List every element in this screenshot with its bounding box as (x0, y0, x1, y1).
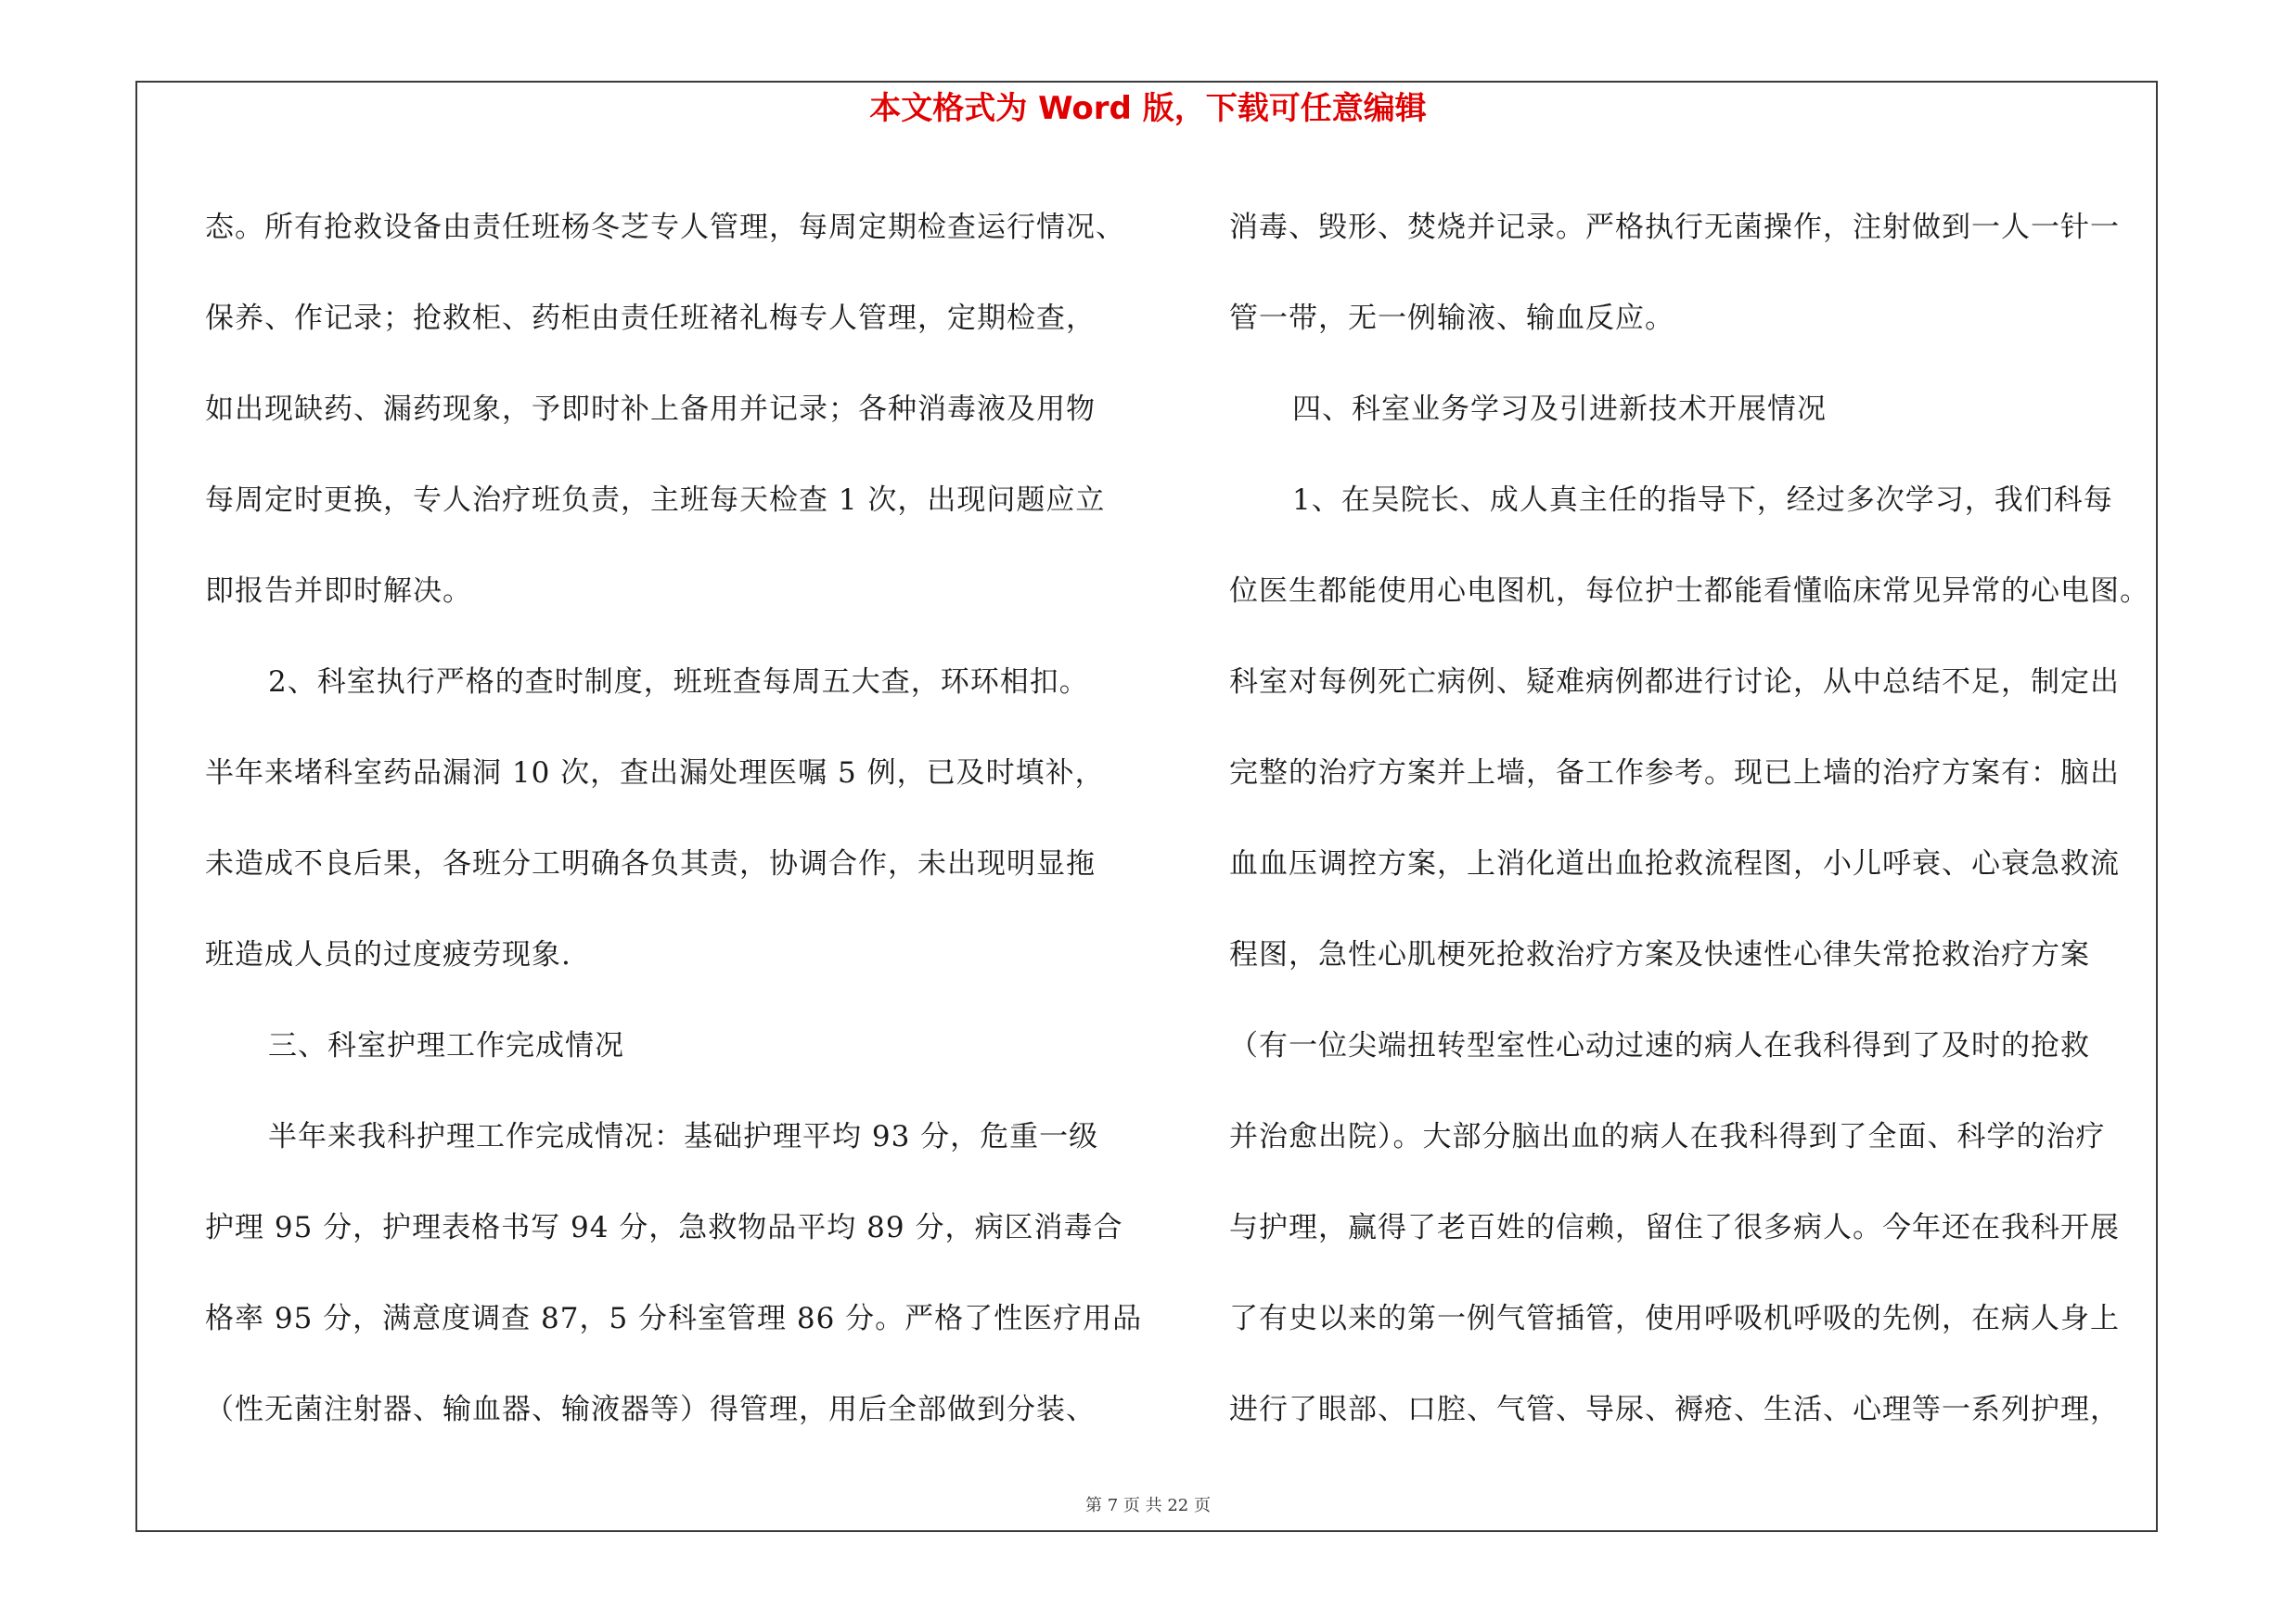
text-line: 态。所有抢救设备由责任班杨冬芝专人管理，每周定期检查运行情况、 (205, 211, 1125, 244)
text-line: 了有史以来的第一例气管插管，使用呼吸机呼吸的先例，在病人身上 (1229, 1302, 2120, 1335)
text-line: 消毒、毁形、焚烧并记录。严格执行无菌操作，注射做到一人一针一 (1229, 211, 2120, 244)
text-line: 护理 95 分，护理表格书写 94 分，急救物品平均 89 分，病区消毒合 (205, 1211, 1123, 1244)
text-line: 半年来堵科室药品漏洞 10 次，查出漏处理医嘱 5 例，已及时填补， (205, 756, 1105, 790)
text-line: 并治愈出院）。大部分脑出血的病人在我科得到了全面、科学的治疗 (1229, 1120, 2106, 1153)
text-line: 即报告并即时解决。 (205, 574, 472, 608)
section-heading: 三、科室护理工作完成情况 (268, 1029, 624, 1063)
page-number-footer: 第 7 页 共 22 页 (1085, 1496, 1211, 1515)
text-line: 2、科室执行严格的查时制度，班班查每周五大查，环环相扣。 (268, 665, 1089, 699)
text-line: 位医生都能使用心电图机，每位护士都能看懂临床常见异常的心电图。 (1229, 574, 2149, 608)
text-line: 完整的治疗方案并上墙，备工作参考。现已上墙的治疗方案有：脑出 (1229, 756, 2120, 790)
section-heading: 四、科室业务学习及引进新技术开展情况 (1292, 393, 1827, 426)
text-line: 1、在吴院长、成人真主任的指导下，经过多次学习，我们科每 (1292, 483, 2113, 517)
right-text-column (1229, 182, 2157, 1455)
text-line: 保养、作记录；抢救柜、药柜由责任班褚礼梅专人管理，定期检查， (205, 302, 1096, 335)
text-line: （有一位尖端扭转型室性心动过速的病人在我科得到了及时的抢救 (1229, 1029, 2090, 1063)
text-line: 半年来我科护理工作完成情况：基础护理平均 93 分，危重一级 (268, 1120, 1099, 1153)
text-line: 如出现缺药、漏药现象，予即时补上备用并记录；各种消毒液及用物 (205, 393, 1096, 426)
text-line: 管一带，无一例输液、输血反应。 (1229, 302, 1674, 335)
text-line: 未造成不良后果，各班分工明确各负其责，协调合作，未出现明显拖 (205, 847, 1096, 881)
text-line: 格率 95 分，满意度调查 87，5 分科室管理 86 分。严格了性医疗用品 (205, 1302, 1143, 1335)
text-line: 与护理，赢得了老百姓的信赖，留住了很多病人。今年还在我科开展 (1229, 1211, 2120, 1244)
text-line: 每周定时更换，专人治疗班负责，主班每天检查 1 次，出现问题应立 (205, 483, 1106, 517)
text-line: 进行了眼部、口腔、气管、导尿、褥疮、生活、心理等一系列护理， (1229, 1393, 2120, 1426)
text-line: 班造成人员的过度疲劳现象. (205, 938, 571, 972)
text-line: 血血压调控方案，上消化道出血抢救流程图，小儿呼衰、心衰急救流 (1229, 847, 2120, 881)
document-header-title: 本文格式为 Word 版，下载可任意编辑 (869, 90, 1427, 127)
text-line: 科室对每例死亡病例、疑难病例都进行讨论，从中总结不足，制定出 (1229, 665, 2120, 699)
text-line: （性无菌注射器、输血器、输液器等）得管理，用后全部做到分装、 (205, 1393, 1096, 1426)
left-text-column (205, 182, 1143, 1455)
text-line: 程图，急性心肌梗死抢救治疗方案及快速性心律失常抢救治疗方案 (1229, 938, 2090, 972)
